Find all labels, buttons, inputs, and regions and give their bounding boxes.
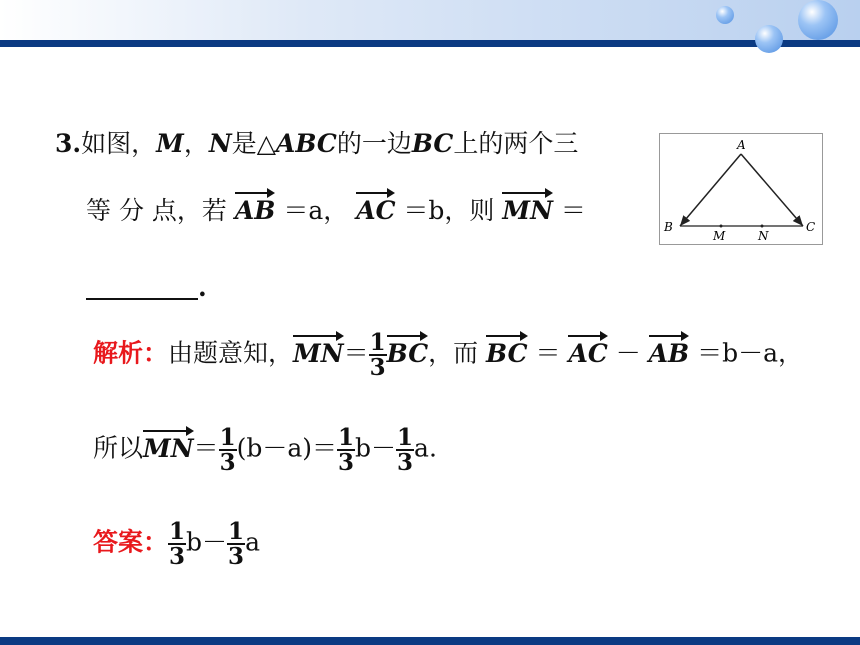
problem-line-3 — [86, 274, 207, 300]
text: ＝b－a， — [689, 338, 804, 368]
answer-label: 答案： — [93, 527, 169, 557]
text: b－ — [355, 433, 397, 463]
denominator: 3 — [169, 543, 186, 570]
problem-line-1 — [55, 131, 578, 156]
denominator: 3 — [369, 354, 386, 381]
vector-AB: AB — [235, 192, 276, 223]
numerator: 1 — [397, 424, 414, 451]
label-M: M — [713, 229, 726, 243]
text: 所以 — [93, 433, 144, 463]
text: 的一边 — [336, 129, 412, 158]
answer-blank — [86, 274, 198, 300]
denominator: 3 — [397, 449, 414, 476]
vector-MN: MN — [143, 430, 194, 461]
text: ＝ — [343, 338, 369, 368]
vector-AB: AB — [649, 335, 690, 366]
answer-line — [93, 520, 260, 568]
text: . — [198, 273, 207, 302]
var-ABC: ABC — [275, 129, 337, 158]
denominator: 3 — [338, 449, 355, 476]
vector-AC: AC — [356, 192, 395, 223]
point-N — [761, 225, 764, 228]
text: ，而 — [428, 338, 487, 368]
fraction — [396, 426, 414, 474]
label-A: A — [737, 138, 746, 152]
text: 是△ — [231, 129, 276, 158]
denominator: 3 — [219, 449, 236, 476]
vector-AC: AC — [568, 335, 607, 366]
header-rule — [0, 40, 860, 47]
vector-MN: MN — [502, 192, 553, 223]
fraction — [219, 426, 237, 474]
denominator: 3 — [228, 543, 245, 570]
text: b－ — [186, 527, 228, 557]
label-B: B — [664, 220, 673, 234]
numerator: 1 — [369, 329, 386, 356]
text: 如图， — [81, 129, 157, 158]
vector-AB-arrow — [680, 154, 741, 226]
label-C: C — [806, 220, 816, 234]
problem-line-2 — [86, 192, 586, 223]
text: ＝ — [193, 433, 219, 463]
text: ， — [183, 129, 209, 158]
decor-bubble-large — [798, 0, 838, 40]
text: 由题意知， — [168, 338, 294, 368]
problem-number: 3. — [55, 129, 82, 158]
solution-line-1 — [93, 331, 803, 379]
text: ＝ — [552, 196, 586, 225]
text: － — [607, 338, 649, 368]
fraction — [227, 520, 245, 568]
footer-rule — [0, 637, 860, 645]
text: a. — [414, 433, 437, 463]
numerator: 1 — [219, 424, 236, 451]
text: 上的两个三 — [453, 129, 579, 158]
vector-MN: MN — [293, 335, 344, 366]
numerator: 1 — [228, 518, 245, 545]
text: 等 分 点，若 — [86, 196, 235, 225]
triangle-diagram — [660, 134, 822, 244]
numerator: 1 — [169, 518, 186, 545]
solution-line-2 — [93, 426, 437, 474]
text: (b－a)＝ — [236, 433, 337, 463]
vector-BC: BC — [387, 335, 429, 366]
fraction — [168, 520, 186, 568]
solution-label: 解析： — [93, 338, 169, 368]
point-M — [720, 225, 723, 228]
var-M: M — [156, 129, 184, 158]
decor-bubble-small — [716, 6, 734, 24]
text: ＝a， — [275, 196, 357, 225]
fraction — [369, 331, 387, 379]
triangle-figure — [659, 133, 823, 245]
label-N: N — [758, 229, 769, 243]
var-N: N — [208, 129, 232, 158]
text: ＝ — [527, 338, 569, 368]
vector-BC: BC — [486, 335, 528, 366]
var-BC: BC — [411, 129, 454, 158]
decor-bubble-medium — [755, 25, 783, 53]
fraction — [337, 426, 355, 474]
text: a — [245, 527, 260, 557]
text: ＝b，则 — [395, 196, 503, 225]
vector-AC-arrow — [741, 154, 803, 226]
numerator: 1 — [338, 424, 355, 451]
